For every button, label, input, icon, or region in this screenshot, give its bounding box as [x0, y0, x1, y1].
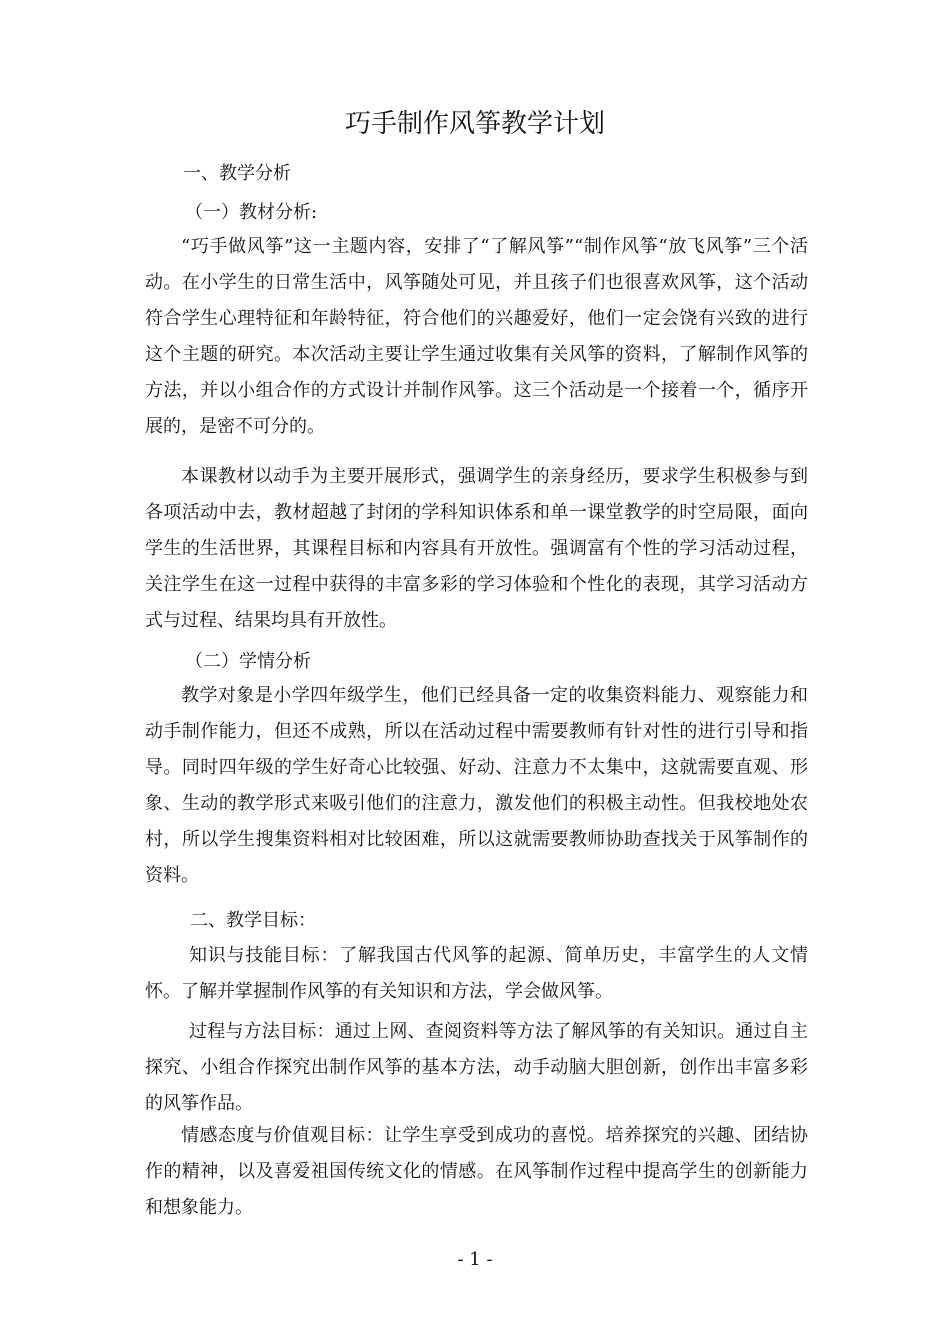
- paragraph-material-2: 本课教材以动手为主要开展形式，强调学生的亲身经历，要求学生积极参与到各项活动中去，教材超越了封闭的学科知识体系和单一课堂教学的时空局限，面向学生的生活世界，其课程目标和内容具有开放性。强调富有个性的学习活动过程，关注学生在这一过程中获得的丰富多彩的学习体验和个性化的表现，其学习活动方式与过程、结果均具有开放性。: [145, 466, 808, 631]
- subsection-heading-material: （一）教材分析:: [185, 202, 318, 223]
- paragraph-goal-process: 过程与方法目标：通过上网、查阅资料等方法了解风筝的有关知识。通过自主探究、小组合作探究出制作风筝的基本方法，动手动脑大胆创新，创作出丰富多彩的风筝作品。: [145, 1021, 808, 1114]
- section-heading-goals: 二、教学目标：: [190, 910, 316, 931]
- paragraph-goal-knowledge: 知识与技能目标：了解我国古代风筝的起源、简单历史，丰富学生的人文情怀。了解并掌握制作风筝的有关知识和方法，学会做风筝。: [145, 945, 808, 1002]
- subsection-heading-students: （二）学情分析: [185, 651, 311, 672]
- document-title: 巧手制作风筝教学计划: [344, 109, 605, 139]
- page-number: - 1 -: [457, 1249, 493, 1270]
- paragraph-students-1: 教学对象是小学四年级学生，他们已经具备一定的收集资料能力、观察能力和动手制作能力，但还不成熟，所以在活动过程中需要教师有针对性的进行引导和指导。同时四年级的学生好奇心比较强、好动、注意力不太集中，这就需要直观、形象、生动的教学形式来吸引他们的注意力，激发他们的积极主动性。但我校地处农村，所以学生搜集资料相对比较困难，所以这就需要教师协助查找关于风筝制作的资料。: [145, 685, 808, 886]
- paragraph-material-1: “巧手做风筝”这一主题内容，安排了“了解风筝”“制作风筝“放飞风筝”三个活动。在小学生的日常生活中，风筝随处可见，并且孩子们也很喜欢风筝，这个活动符合学生心理特征和年龄特征，符合他们的兴趣爱好，他们一定会饶有兴致的进行这个主题的研究。本次活动主要让学生通过收集有关风筝的资料，了解制作风筝的方法，并以小组合作的方式设计并制作风筝。这三个活动是一个接着一个，循序开展的，是密不可分的。: [145, 236, 808, 437]
- paragraph-goal-emotion: 情感态度与价值观目标：让学生享受到成功的喜悦。培养探究的兴趣、团结协作的精神，以及喜爱祖国传统文化的情感。在风筝制作过程中提高学生的创新能力和想象能力。: [145, 1125, 808, 1218]
- section-heading-analysis: 一、教学分析: [183, 163, 291, 184]
